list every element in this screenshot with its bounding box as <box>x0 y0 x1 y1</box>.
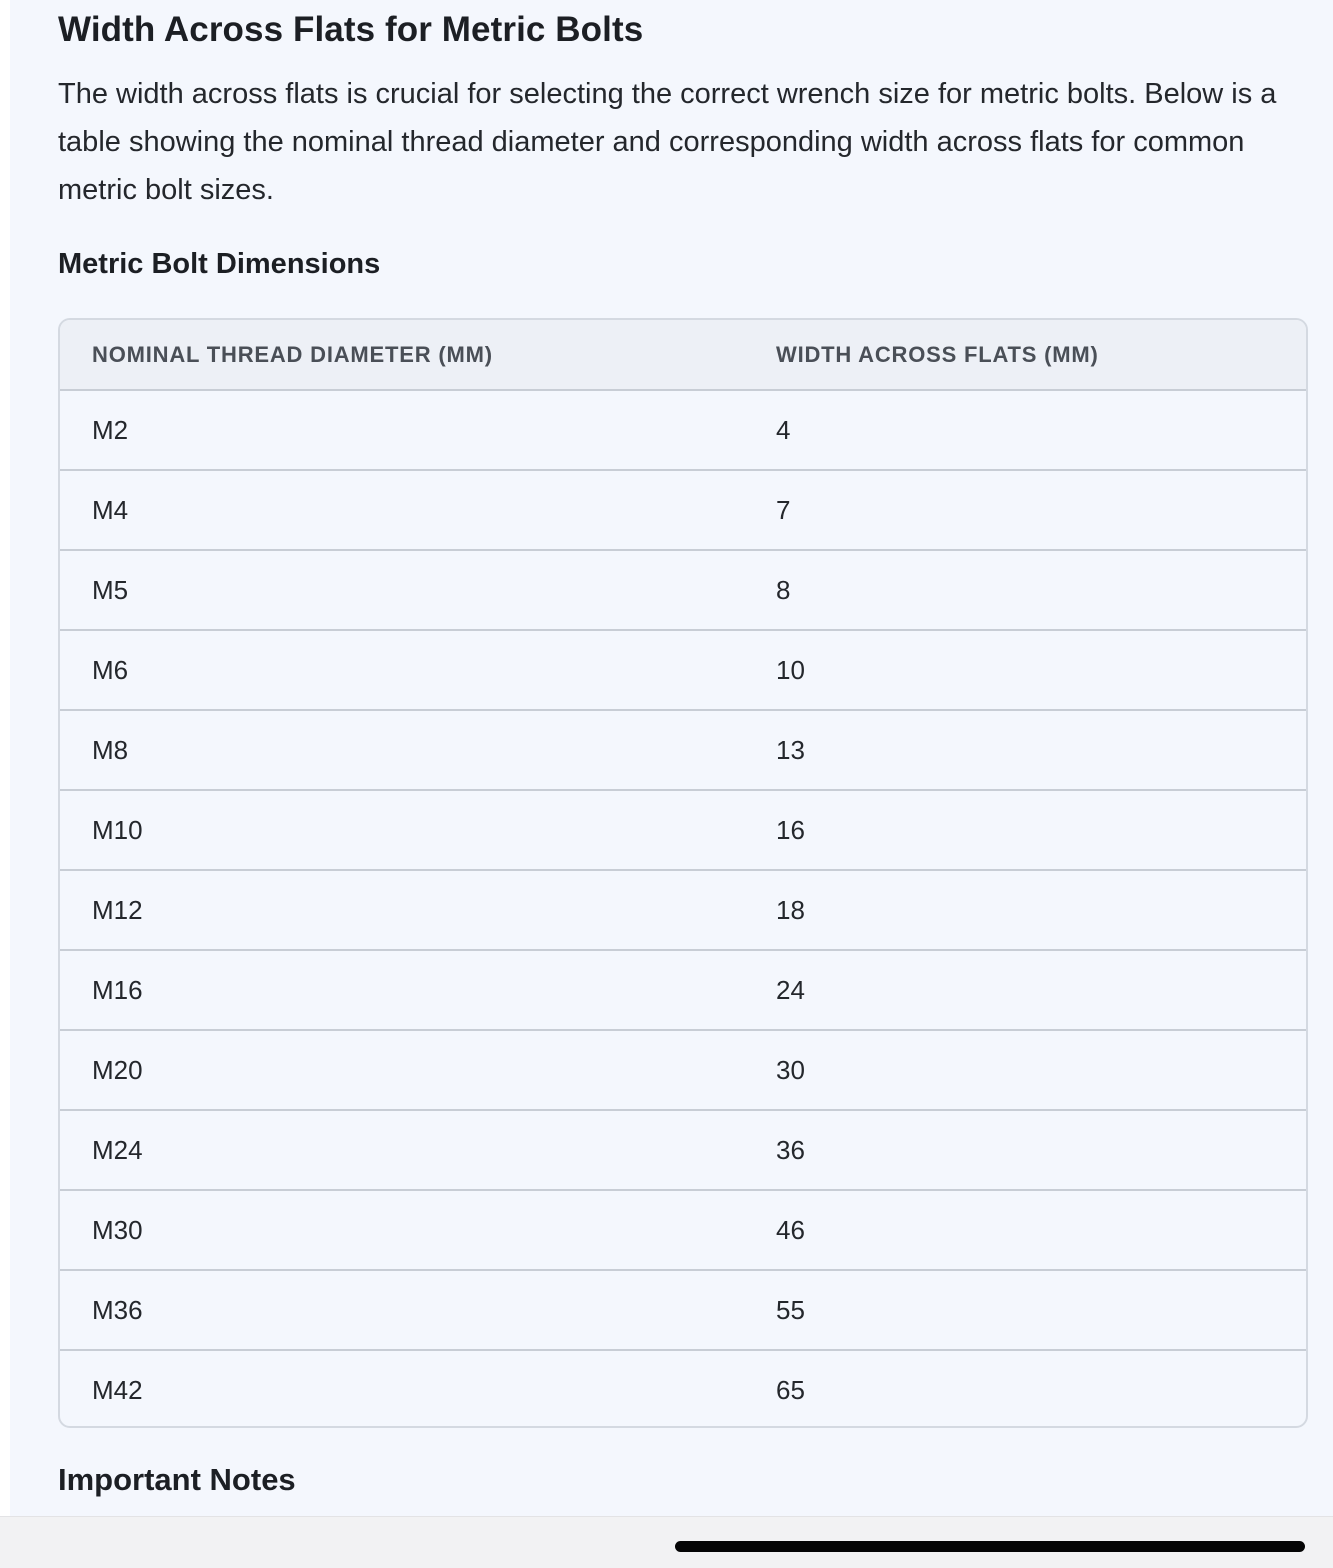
cell-nominal-diameter: M2 <box>60 390 744 470</box>
cell-nominal-diameter: M42 <box>92 1375 143 1405</box>
cell-width-across-flats: 55 <box>744 1270 1306 1350</box>
cell-nominal-diameter: M5 <box>60 550 744 630</box>
table-row <box>60 1270 1306 1350</box>
table-row <box>60 790 1306 870</box>
cell-nominal-diameter: M16 <box>60 950 744 1030</box>
table-header-row <box>60 320 1306 390</box>
cell-width-across-flats: 13 <box>744 710 1306 790</box>
cell-nominal-diameter: M30 <box>60 1190 744 1270</box>
cell-nominal-diameter: M10 <box>60 790 744 870</box>
cell-width-across-flats: 18 <box>744 870 1306 950</box>
home-indicator[interactable] <box>675 1541 1305 1552</box>
cell-nominal-diameter: M8 <box>60 710 744 790</box>
cell-width-across-flats: 36 <box>744 1110 1306 1190</box>
table-row <box>60 1030 1306 1110</box>
bolt-dimensions-table <box>60 320 1306 1428</box>
cell-width-across-flats: 46 <box>744 1190 1306 1270</box>
cell-nominal-diameter: M24 <box>60 1110 744 1190</box>
table-body <box>60 390 1306 1428</box>
page-title: Width Across Flats for Metric Bolts <box>58 10 644 49</box>
table-section-title: Metric Bolt Dimensions <box>58 248 381 280</box>
table-row <box>60 1110 1306 1190</box>
table-row <box>60 390 1306 470</box>
cell-width-across-flats: 7 <box>744 470 1306 550</box>
important-notes-title: Important Notes <box>58 1462 296 1497</box>
cell-width-across-flats: 16 <box>744 790 1306 870</box>
cell-nominal-diameter: M12 <box>60 870 744 950</box>
browser-bottom-bar <box>0 1516 1333 1568</box>
table-row <box>60 630 1306 710</box>
cell-width-across-flats: 65 <box>776 1375 805 1405</box>
table-row <box>60 870 1306 950</box>
cell-width-across-flats: 8 <box>744 550 1306 630</box>
table-row <box>60 1190 1306 1270</box>
cell-nominal-diameter: M20 <box>60 1030 744 1110</box>
table-row <box>60 710 1306 790</box>
bolt-dimensions-table-container[interactable] <box>58 318 1308 1428</box>
cell-nominal-diameter: M6 <box>60 630 744 710</box>
intro-paragraph: The width across flats is crucial for selecting the correct wrench size for metric bolts. Below is a table showing the nominal thread diameter and corresponding width across flats for common metric bolt sizes. <box>58 78 1277 206</box>
table-row <box>60 470 1306 550</box>
table-row <box>60 1350 1306 1428</box>
cell-nominal-diameter: M4 <box>60 470 744 550</box>
column-header-nominal-diameter: NOMINAL THREAD DIAMETER (MM) <box>60 320 744 390</box>
cell-width-across-flats: 10 <box>744 630 1306 710</box>
table-row <box>60 950 1306 1030</box>
cell-width-across-flats: 4 <box>744 390 1306 470</box>
column-header-width-across-flats: WIDTH ACROSS FLATS (MM) <box>744 320 1306 390</box>
cell-width-across-flats: 30 <box>744 1030 1306 1110</box>
cell-width-across-flats: 24 <box>744 950 1306 1030</box>
cell-nominal-diameter: M36 <box>60 1270 744 1350</box>
page <box>10 0 1333 1516</box>
table-row <box>60 550 1306 630</box>
